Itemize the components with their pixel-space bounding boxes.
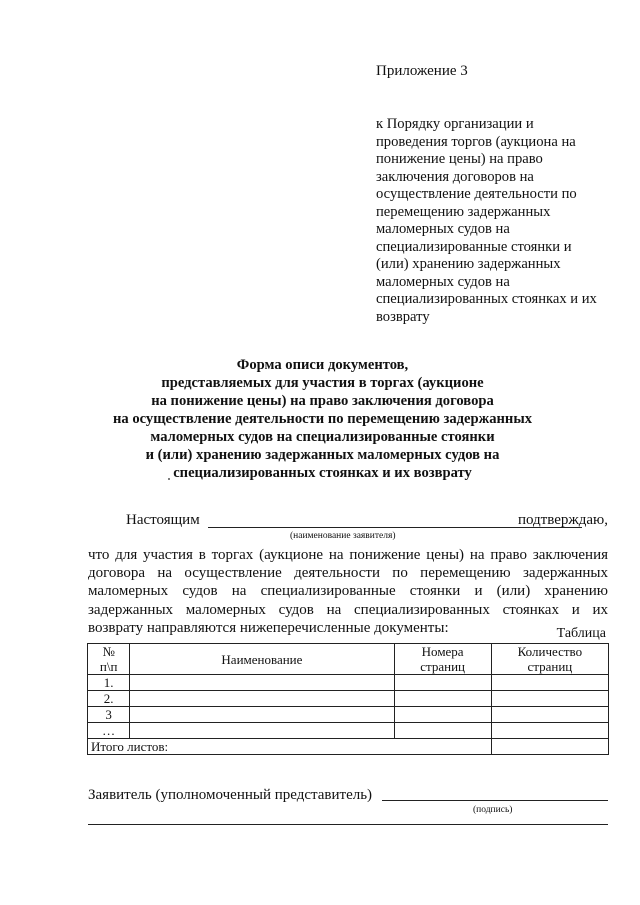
statement-line: что для участия в торгах (аукционе на понижение цены) на право заключения: [88, 547, 608, 563]
form-title-line: и (или) хранению задержанных маломерных судов на: [145, 447, 500, 463]
row-count-cell[interactable]: [491, 723, 608, 739]
header-number: [88, 644, 130, 675]
row-number: …: [88, 723, 130, 739]
appendix-line: к Порядку организации и: [376, 116, 534, 132]
signature-label: Заявитель (уполномоченный представитель): [88, 787, 373, 803]
row-count-cell[interactable]: [491, 691, 608, 707]
appendix-line: осуществление деятельности по: [376, 186, 577, 202]
header-number-line2: п\п: [99, 659, 118, 674]
row-pages-cell[interactable]: [394, 691, 491, 707]
appendix-line: (или) хранению задержанных: [376, 256, 561, 272]
appendix-line: специализированных стоянках и их: [376, 291, 597, 307]
header-page-count: [491, 644, 608, 675]
row-number: 3: [88, 707, 130, 723]
row-number: 2.: [88, 691, 130, 707]
row-name-cell[interactable]: [130, 707, 394, 723]
signature-caption: (подпись): [473, 805, 513, 815]
signature-field[interactable]: [382, 800, 608, 801]
appendix-line: понижение цены) на право: [376, 151, 543, 167]
row-count-cell[interactable]: [491, 675, 608, 691]
header-count-line1: Количество: [517, 644, 583, 659]
row-count-cell[interactable]: [491, 707, 608, 723]
statement-line: договора на осуществление деятельности по перемещению задержанных: [88, 565, 608, 582]
statement-line: возврату направляются нижеперечисленные документы:: [88, 619, 449, 636]
header-number-line1: №: [102, 644, 115, 659]
applicant-caption: (наименование заявителя): [290, 531, 396, 541]
table-row: [88, 675, 609, 691]
row-pages-cell[interactable]: [394, 675, 491, 691]
table-header-row: [88, 644, 609, 675]
form-title-line: на понижение цены) на право заключения договора: [151, 393, 494, 409]
statement-line: задержанных маломерных судов на специализированных стоянках и их: [88, 601, 608, 618]
table-row: [88, 723, 609, 739]
statement-body: [88, 546, 608, 637]
table-total-row: [88, 739, 609, 755]
row-name-cell[interactable]: [130, 675, 394, 691]
form-title-line: маломерных судов на специализированные стоянки: [150, 429, 495, 445]
row-name-cell[interactable]: [130, 691, 394, 707]
header-pages-line1: Номера: [421, 644, 464, 659]
appendix-reference: [376, 116, 626, 326]
appendix-title: Приложение 3: [376, 63, 468, 79]
row-number: 1.: [88, 675, 130, 691]
statement-trail: подтверждаю,: [517, 512, 608, 528]
total-value-cell[interactable]: [491, 739, 608, 755]
header-pages-line2: страниц: [420, 659, 466, 674]
appendix-line: возврату: [376, 308, 430, 325]
appendix-line: проведения торгов (аукциона на: [376, 133, 576, 150]
appendix-line: перемещению задержанных: [376, 203, 551, 220]
header-page-numbers: [394, 644, 491, 675]
table-caption: Таблица: [556, 626, 606, 641]
form-title-line: представляемых для участия в торгах (аукционе: [161, 375, 484, 391]
form-title-line: специализированных стоянках и их возврату: [173, 465, 472, 481]
row-name-cell[interactable]: [130, 723, 394, 739]
row-pages-cell[interactable]: [394, 707, 491, 723]
row-pages-cell[interactable]: [394, 723, 491, 739]
table-row: [88, 707, 609, 723]
total-label: Итого листов:: [88, 739, 492, 755]
table-row: [88, 691, 609, 707]
appendix-line: маломерных судов на: [376, 221, 510, 237]
appendix-line: специализированные стоянки и: [376, 238, 572, 255]
appendix-line: маломерных судов на: [376, 273, 510, 290]
header-count-line2: страниц: [527, 659, 573, 674]
documents-table: [87, 643, 609, 755]
appendix-line: заключения договоров на: [376, 168, 534, 185]
statement-line: маломерных судов на специализированные стоянки и (или) хранению: [88, 583, 608, 600]
form-title-line: на осуществление деятельности по перемещению задержанных: [112, 411, 533, 427]
header-name: Наименование: [130, 644, 394, 675]
scan-speck: [168, 478, 170, 480]
form-title-line: Форма описи документов,: [236, 357, 409, 373]
form-title: [95, 356, 550, 482]
statement-lead: Настоящим: [126, 512, 200, 528]
bottom-rule: [88, 824, 608, 825]
